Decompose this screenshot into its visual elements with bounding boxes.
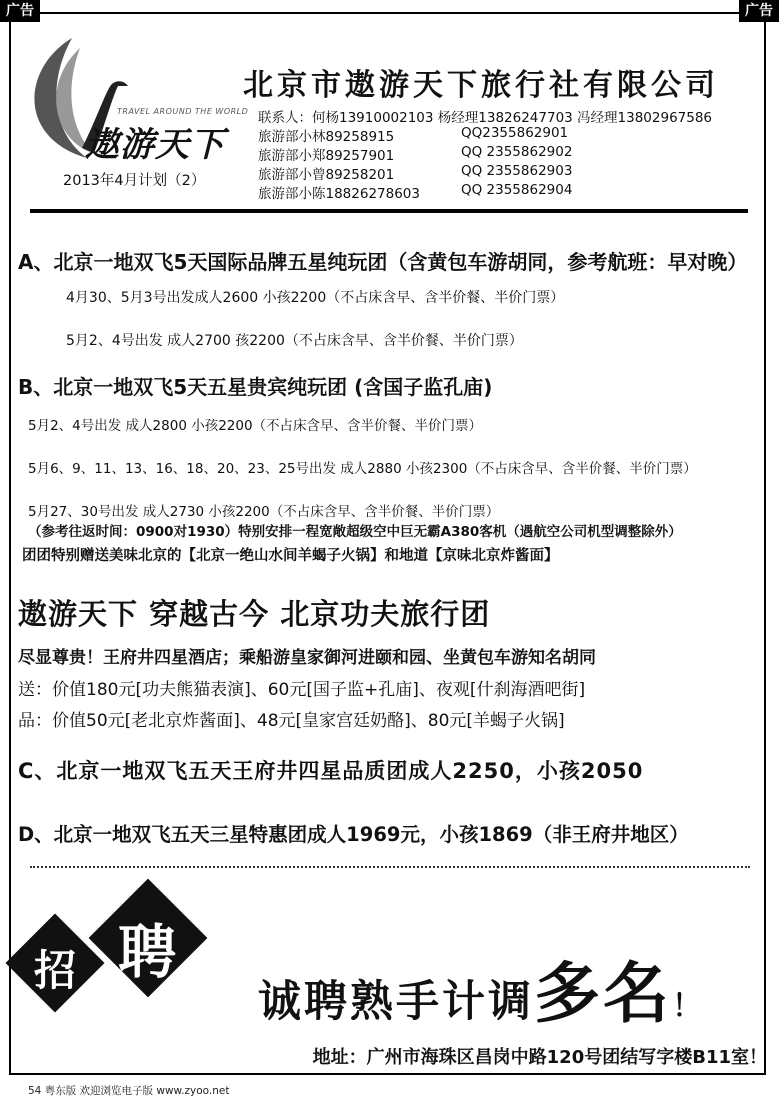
recruit-text [258,940,705,1035]
contact-line: 旅游部小曾89258201 [258,167,395,183]
contact-line: 旅游部小林89258915 [258,129,395,145]
section-a-title: A、北京一地双飞5天国际品牌五星纯玩团（含黄包车游胡同，参考航班：早对晚） [18,250,748,274]
header-rule [30,209,748,213]
gift-note: 团团特别赠送美味北京的【北京一绝山水间羊蝎子火锅】和地道【京味北京炸酱面】 [22,548,559,564]
price-line: 5月2、4号出发 成人2800 小孩2200（不占床含早、含半价餐、半价门票） [28,418,483,434]
logo-text: 遨游天下 [85,125,225,165]
dotted-divider [30,866,750,868]
qq-line: QQ 2355862904 [461,182,573,198]
price-line: 5月2、4号出发 成人2700 孩2200（不占床含早、含半价餐、半价门票） [66,333,523,349]
page-footer: 54 粤东版 欢迎浏览电子版 www.zyoo.net [28,1085,230,1097]
logo-tagline: TRAVEL AROUND THE WORLD [117,107,249,116]
recruit-big: 多名 [534,955,672,1032]
ad-tag-left: 广告 [0,0,40,22]
price-line: 4月30、5月3号出发成人2600 小孩2200（不占床含早、含半价餐、半价门票） [66,290,565,306]
plan-label: 2013年4月计划（2） [63,173,206,189]
recruit-excl: ！ [672,989,705,1024]
contact-line: 旅游部小陈18826278603 [258,186,420,202]
kungfu-line: 品：价值50元[老北京炸酱面]、48元[皇家宫廷奶酪]、80元[羊蝎子火锅] [18,711,565,731]
section-d-title: D、北京一地双飞五天三星特惠团成人1969元，小孩1869（非王府井地区） [18,823,689,846]
qq-line: QQ2355862901 [461,125,569,141]
ad-tag-right: 广告 [739,0,779,22]
kungfu-line: 尽显尊贵！王府井四星酒店；乘船游皇家御河进颐和园、坐黄包车游知名胡同 [18,648,596,668]
price-line: 5月27、30号出发 成人2730 小孩2200（不占床含早、含半价餐、半价门票） [28,504,500,520]
recruit-char-1: 招 [34,946,77,995]
company-name: 北京市遨游天下旅行社有限公司 [243,68,719,103]
kungfu-title: 遨游天下 穿越古今 北京功夫旅行团 [18,597,491,631]
qq-line: QQ 2355862903 [461,163,573,179]
price-line: 5月6、9、11、13、16、18、20、23、25号出发 成人2880 小孩2300（不占床含早、含半价餐、半价门票） [28,461,697,477]
recruit-main: 诚聘熟手计调 [258,977,534,1027]
address: 地址：广州市海珠区昌岗中路120号团结写字楼B11室！ [312,1047,767,1068]
qq-line: QQ 2355862902 [461,144,573,160]
contact-line: 联系人：何杨13910002103 杨经理13826247703 冯经理13802967586 [258,110,713,126]
section-c-title: C、北京一地双飞五天王府井四星品质团成人2250，小孩2050 [18,759,644,783]
contact-line: 旅游部小郑89257901 [258,148,395,164]
flight-note: （参考往返时间：0900对1930）特别安排一程宽敞超级空中巨无霸A380客机（遇航空公司机型调整除外） [28,524,682,540]
section-b-title: B、北京一地双飞5天五星贵宾纯玩团 (含国子监孔庙) [18,375,493,399]
recruit-char-2: 聘 [118,918,177,986]
kungfu-line: 送：价值180元[功夫熊猫表演]、60元[国子监+孔庙]、夜观[什刹海酒吧街] [18,680,586,700]
